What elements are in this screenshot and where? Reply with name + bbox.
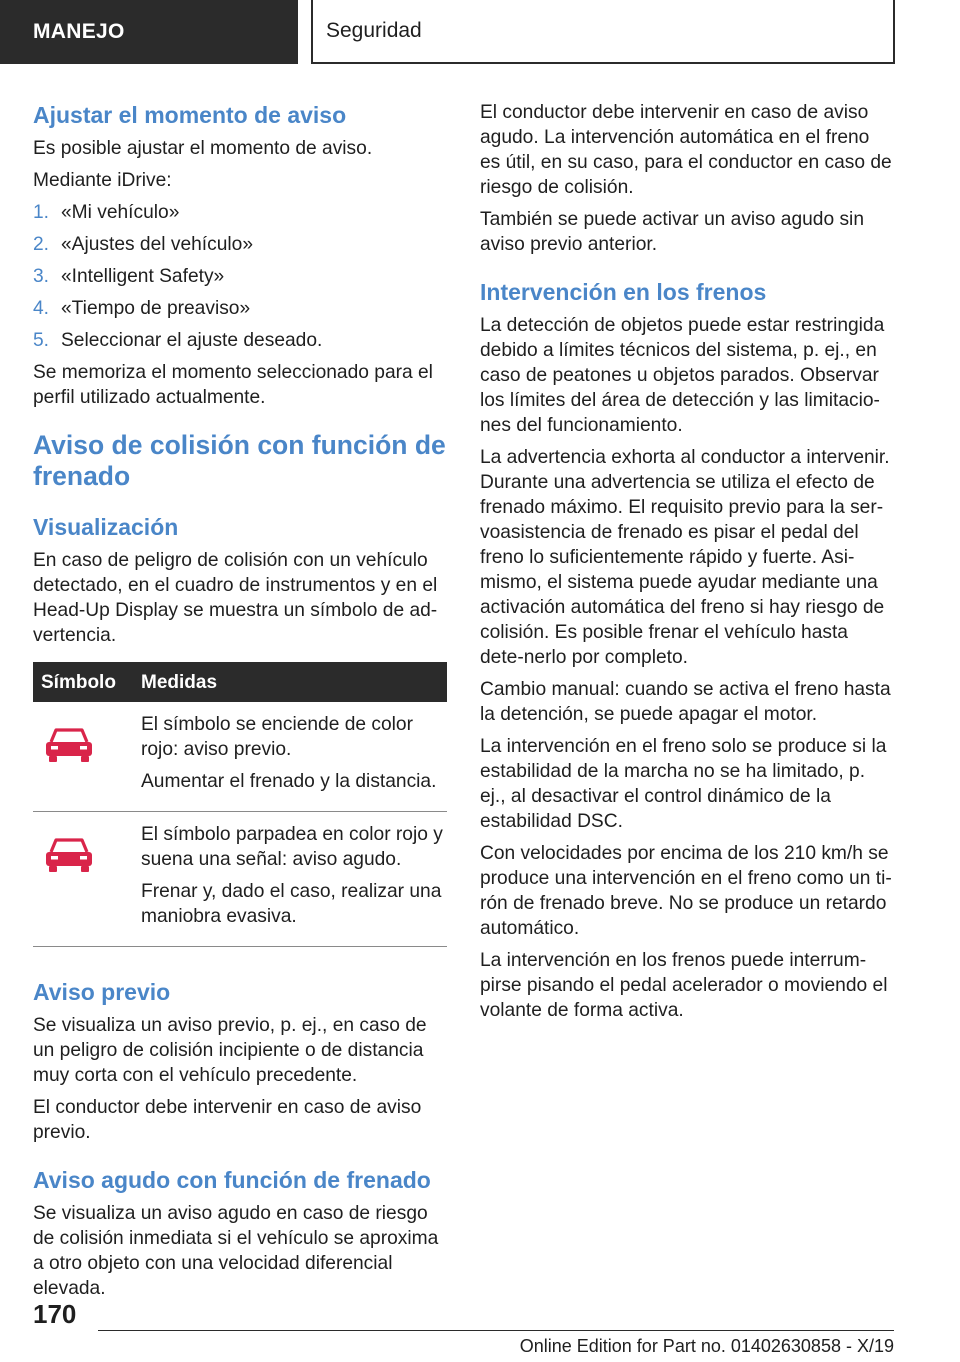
header-topic: Seguridad	[311, 0, 895, 64]
paragraph: También se puede activar un aviso agudo sin aviso previo anterior.	[480, 209, 864, 255]
paragraph: Se memoriza el momento seleccionado para el perfil utilizado actualmente.	[33, 362, 433, 408]
edition-note: Online Edition for Part no. 01402630858 - X/19	[519, 1336, 894, 1356]
page-number: 170	[33, 1299, 77, 1329]
measure-text: El símbolo se enciende de color rojo: aviso previo.	[141, 714, 413, 760]
step-number: 3.	[33, 266, 50, 287]
right-column	[480, 100, 892, 1030]
list-item	[33, 200, 447, 225]
heading-pre-warning: Aviso previo	[33, 979, 171, 1005]
step-text: «Ajustes del vehículo»	[61, 234, 253, 255]
heading-collision-warning: Aviso de colisión con función de frenado	[33, 430, 446, 491]
list-item	[33, 296, 447, 321]
steps-list	[33, 200, 447, 353]
paragraph: La intervención en los frenos puede interrum-pirse pisando el pedal acelerador o moviendo el volante de forma activa.	[480, 950, 888, 1021]
step-number: 2.	[33, 234, 50, 255]
heading-brake-intervention: Intervención en los frenos	[480, 279, 767, 305]
measure-text: Aumentar el frenado y la distancia.	[141, 771, 437, 792]
list-item	[33, 232, 447, 257]
symbol-table	[33, 662, 447, 947]
table-row	[33, 812, 447, 947]
paragraph: La advertencia exhorta al conductor a intervenir. Durante una advertencia se utiliza el efecto de frenado máximo. El requisito previo para la ser-voasistencia de frenado es pisar el pedal del freno lo suficientemente rápido y fuerte. Asi-mismo, el sistema puede ayudar mediante una activación automática del freno si hay riesgo de colisión. Es posible frenar el vehículo hasta dete-nerlo por completo.	[480, 447, 890, 668]
paragraph: Se visualiza un aviso previo, p. ej., en caso de un peligro de colisión incipiente o de distancia muy corta con el vehículo precedente.	[33, 1015, 427, 1086]
header-section: MANEJO	[0, 0, 298, 64]
step-number: 4.	[33, 298, 50, 319]
paragraph: El conductor debe intervenir en caso de aviso agudo. La intervención automática en el freno es útil, en su caso, para el conductor en caso de riesgo de colisión.	[480, 102, 892, 198]
paragraph: Se visualiza un aviso agudo en caso de riesgo de colisión inmediata si el vehículo se aproxima a otro objeto con una velocidad diferencial elevada.	[33, 1203, 439, 1299]
paragraph: Cambio manual: cuando se activa el freno hasta la detención, se puede apagar el motor.	[480, 679, 891, 725]
paragraph: La intervención en el freno solo se produce si la estabilidad de la marcha no se ha limitado, p. ej., al desactivar el control dinámico de la estabilidad DSC.	[480, 736, 887, 832]
list-item	[33, 328, 447, 353]
car-warning-icon	[33, 702, 141, 812]
step-number: 1.	[33, 202, 50, 223]
step-text: «Tiempo de preaviso»	[61, 298, 251, 319]
paragraph: Es posible ajustar el momento de aviso.	[33, 138, 373, 159]
step-number: 5.	[33, 330, 50, 351]
table-header-symbol: Símbolo	[33, 662, 141, 702]
step-text: Seleccionar el ajuste deseado.	[61, 330, 323, 351]
list-item	[33, 264, 447, 289]
paragraph: El conductor debe intervenir en caso de aviso previo.	[33, 1097, 422, 1143]
paragraph: La detección de objetos puede estar restringida debido a límites técnicos del sistema, p. ej., en caso de peatones u objetos parados. Observar los límites del área de detección y las limitacio-nes del funcionamiento.	[480, 315, 885, 436]
step-text: «Mi vehículo»	[61, 202, 180, 223]
table-header-measures: Medidas	[141, 662, 447, 702]
table-row	[33, 702, 447, 812]
measure-text: El símbolo parpadea en color rojo y suena una señal: aviso agudo.	[141, 824, 443, 870]
measures-cell	[141, 812, 447, 947]
heading-adjust-warning-time: Ajustar el momento de aviso	[33, 102, 347, 128]
paragraph: Con velocidades por encima de los 210 km/h se produce una intervención en el freno como un ti-rón de frenado breve. No se produce un retardo automático.	[480, 843, 892, 939]
paragraph: Mediante iDrive:	[33, 170, 172, 191]
heading-acute-warning: Aviso agudo con función de frenado	[33, 1167, 431, 1193]
left-column	[33, 100, 447, 1308]
step-text: «Intelligent Safety»	[61, 266, 225, 287]
measure-text: Frenar y, dado el caso, realizar una maniobra evasiva.	[141, 881, 442, 927]
paragraph: En caso de peligro de colisión con un vehículo detectado, en el cuadro de instrumentos y en el Head-Up Display se muestra un símbolo de ad-vertencia.	[33, 550, 438, 646]
measures-cell	[141, 702, 447, 812]
car-warning-icon	[33, 812, 141, 947]
heading-display: Visualización	[33, 514, 179, 540]
footer-divider	[98, 1330, 894, 1331]
